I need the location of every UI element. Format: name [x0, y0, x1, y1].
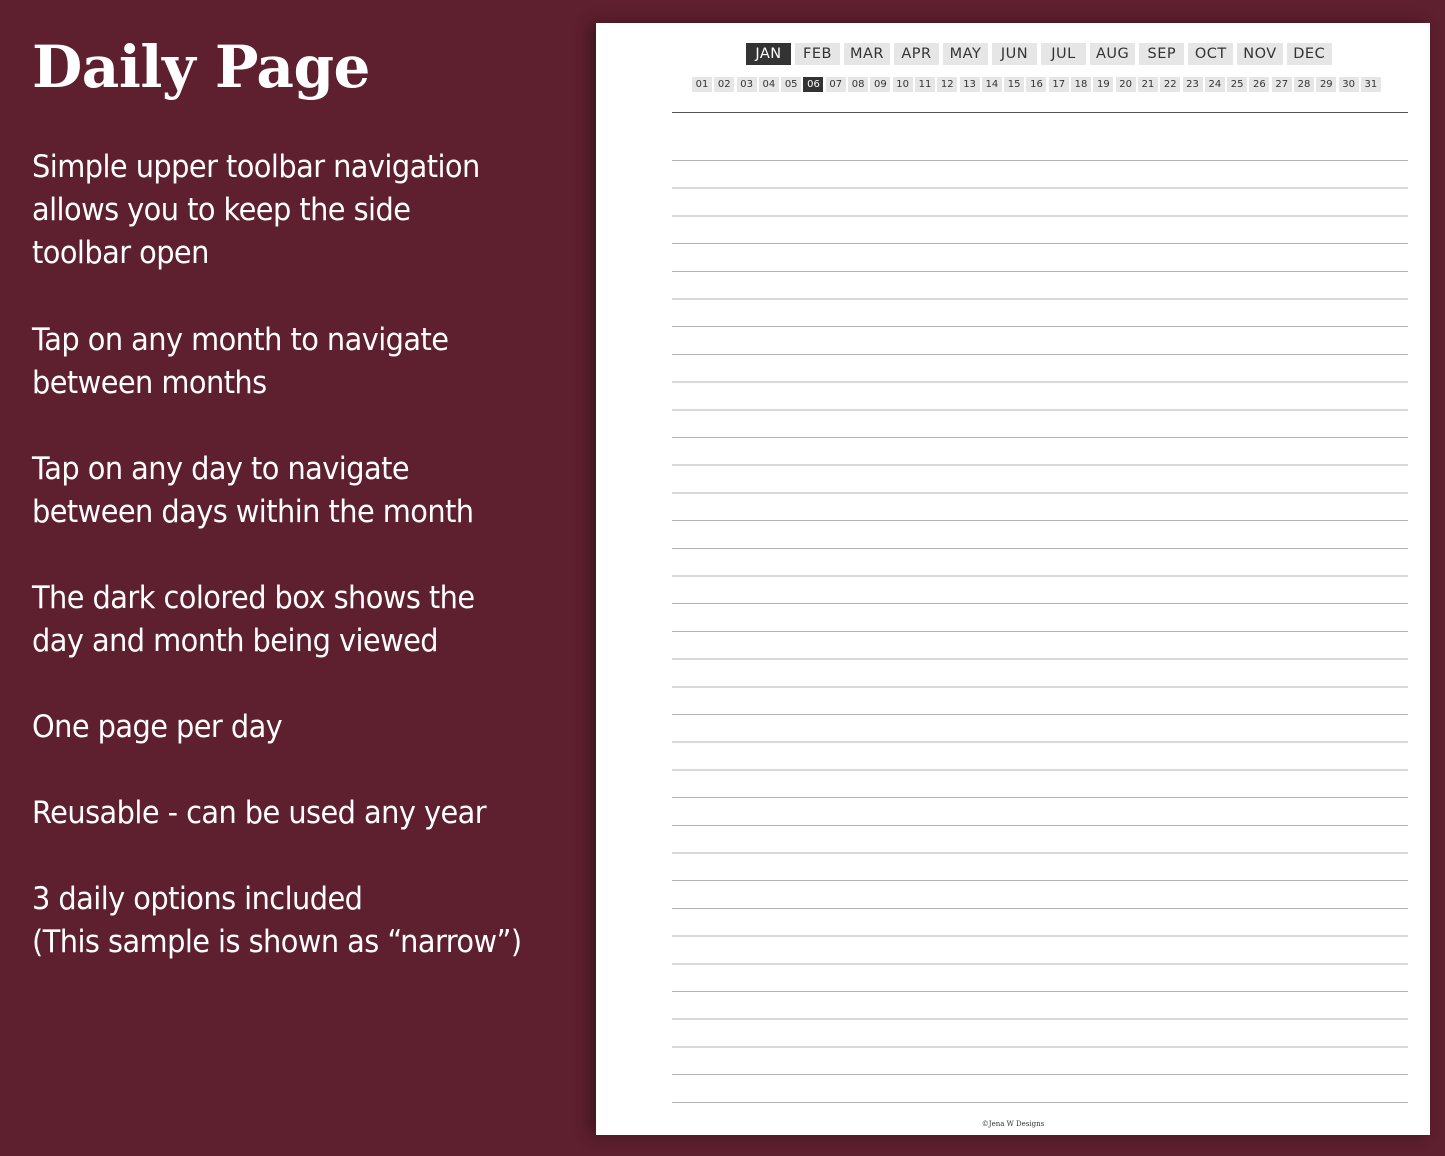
feature-line: toolbar open [32, 235, 209, 271]
month-navigation [746, 43, 1332, 65]
day-tab-07[interactable]: 07 [826, 77, 846, 92]
page-title: Daily Page [32, 33, 370, 101]
day-tab-25[interactable]: 25 [1227, 77, 1247, 92]
day-tab-13[interactable]: 13 [960, 77, 980, 92]
day-tab-09[interactable]: 09 [870, 77, 890, 92]
day-tab-29[interactable]: 29 [1316, 77, 1336, 92]
day-tab-04[interactable]: 04 [759, 77, 779, 92]
month-tab-may[interactable]: MAY [943, 43, 988, 65]
day-tab-11[interactable]: 11 [915, 77, 935, 92]
feature-text-months [32, 319, 534, 405]
feature-line: One page per day [32, 709, 283, 745]
feature-text-days [32, 448, 534, 534]
day-tab-28[interactable]: 28 [1294, 77, 1314, 92]
day-tab-24[interactable]: 24 [1205, 77, 1225, 92]
header-divider [672, 112, 1408, 113]
day-tab-23[interactable]: 23 [1183, 77, 1203, 92]
month-tab-mar[interactable]: MAR [844, 43, 890, 65]
feature-line: between months [32, 365, 267, 401]
feature-line: allows you to keep the side [32, 192, 411, 228]
day-tab-18[interactable]: 18 [1071, 77, 1091, 92]
month-tab-apr[interactable]: APR [894, 43, 939, 65]
feature-line: day and month being viewed [32, 623, 439, 659]
day-tab-02[interactable]: 02 [714, 77, 734, 92]
day-tab-22[interactable]: 22 [1160, 77, 1180, 92]
day-tab-16[interactable]: 16 [1026, 77, 1046, 92]
feature-line: between days within the month [32, 494, 474, 530]
day-tab-10[interactable]: 10 [893, 77, 913, 92]
day-tab-14[interactable]: 14 [982, 77, 1002, 92]
feature-line: Tap on any day to navigate [32, 451, 410, 487]
day-tab-08[interactable]: 08 [848, 77, 868, 92]
feature-text-options [32, 878, 534, 964]
day-tab-27[interactable]: 27 [1272, 77, 1292, 92]
feature-line: Tap on any month to navigate [32, 322, 449, 358]
month-tab-jan[interactable]: JAN [746, 43, 791, 65]
month-tab-dec[interactable]: DEC [1287, 43, 1332, 65]
day-tab-31[interactable]: 31 [1361, 77, 1381, 92]
feature-text-one-page [32, 706, 534, 749]
day-tab-21[interactable]: 21 [1138, 77, 1158, 92]
month-tab-aug[interactable]: AUG [1090, 43, 1135, 65]
feature-line: 3 daily options included [32, 881, 363, 917]
day-tab-03[interactable]: 03 [737, 77, 757, 92]
month-tab-nov[interactable]: NOV [1237, 43, 1282, 65]
planner-page [596, 23, 1430, 1135]
feature-line: Reusable - can be used any year [32, 795, 487, 831]
day-navigation [692, 77, 1381, 92]
day-tab-17[interactable]: 17 [1049, 77, 1069, 92]
day-tab-01[interactable]: 01 [692, 77, 712, 92]
info-panel [0, 0, 580, 1156]
month-tab-oct[interactable]: OCT [1188, 43, 1233, 65]
day-tab-15[interactable]: 15 [1004, 77, 1024, 92]
feature-text-reusable [32, 792, 534, 835]
month-tab-jun[interactable]: JUN [992, 43, 1037, 65]
day-tab-26[interactable]: 26 [1249, 77, 1269, 92]
day-tab-20[interactable]: 20 [1116, 77, 1136, 92]
feature-line: The dark colored box shows the [32, 580, 475, 616]
feature-text-toolbar [32, 146, 534, 275]
feature-line: (This sample is shown as “narrow”) [32, 924, 522, 960]
day-tab-05[interactable]: 05 [781, 77, 801, 92]
day-tab-19[interactable]: 19 [1093, 77, 1113, 92]
ruled-writing-lines[interactable] [672, 160, 1408, 1103]
month-tab-jul[interactable]: JUL [1041, 43, 1086, 65]
copyright-footer: ©Jena W Designs [981, 1120, 1045, 1128]
month-tab-sep[interactable]: SEP [1139, 43, 1184, 65]
month-tab-feb[interactable]: FEB [795, 43, 840, 65]
day-tab-30[interactable]: 30 [1339, 77, 1359, 92]
day-tab-06[interactable]: 06 [803, 77, 823, 92]
feature-line: Simple upper toolbar navigation [32, 149, 480, 185]
feature-text-dark-box [32, 577, 534, 663]
day-tab-12[interactable]: 12 [937, 77, 957, 92]
